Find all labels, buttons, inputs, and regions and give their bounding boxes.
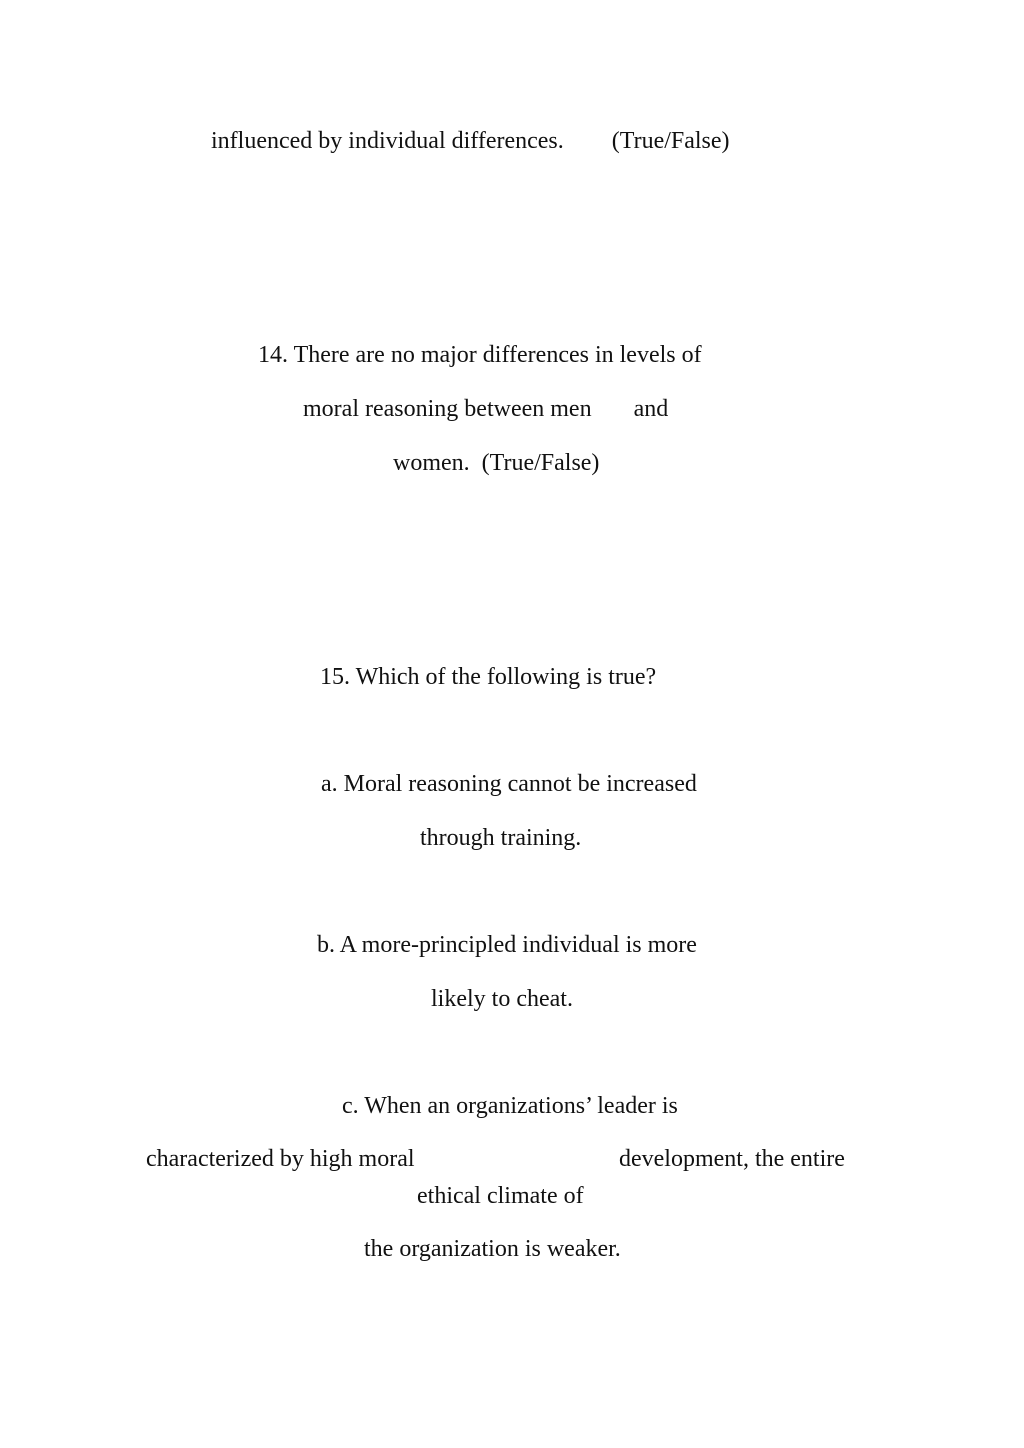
option-c-line-1: c. When an organizations’ leader is <box>342 1093 678 1119</box>
question-13-continuation: influenced by individual differences. (True/False) <box>211 128 730 154</box>
option-b-line-1: b. A more-principled individual is more <box>317 932 697 958</box>
question-15-stem: 15. Which of the following is true? <box>320 664 657 690</box>
question-14-line-1: 14. There are no major differences in levels of <box>258 342 702 368</box>
question-14-line-2: moral reasoning between men and <box>303 396 669 422</box>
option-c-line-2-right: development, the entire <box>619 1146 845 1172</box>
option-c-line-2-left: characterized by high moral <box>146 1146 415 1172</box>
option-a-line-1: a. Moral reasoning cannot be increased <box>321 771 697 797</box>
option-b-line-2: likely to cheat. <box>431 986 573 1012</box>
option-c-line-3: ethical climate of <box>417 1183 584 1209</box>
option-c-line-4: the organization is weaker. <box>364 1236 621 1262</box>
option-a-line-2: through training. <box>420 825 582 851</box>
question-14-line-3: women. (True/False) <box>393 450 600 476</box>
